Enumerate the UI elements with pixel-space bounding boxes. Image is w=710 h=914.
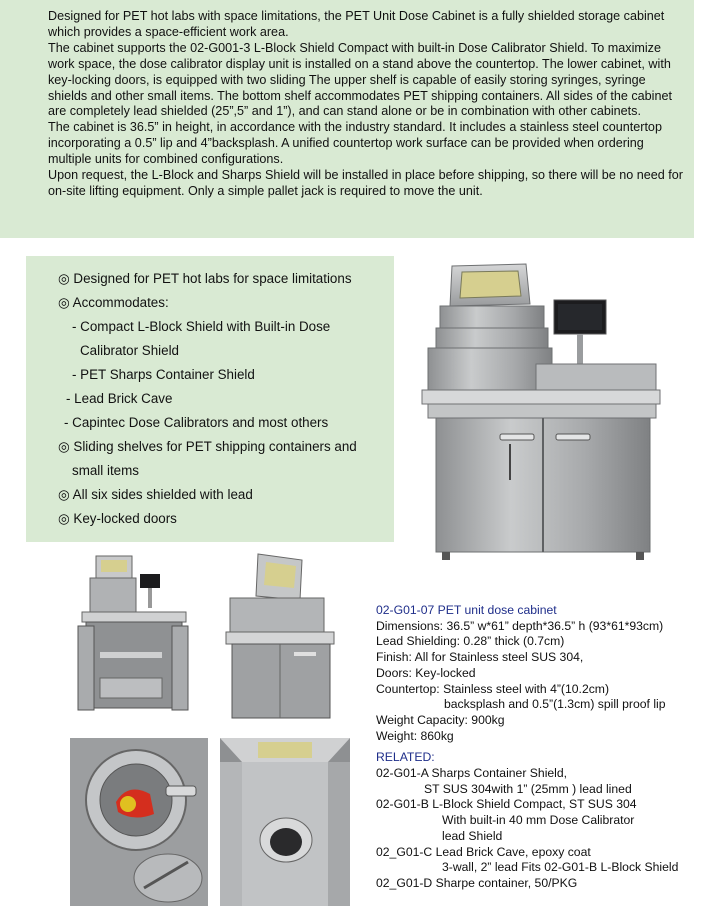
- spec-line: Weight Capacity: 900kg: [376, 712, 505, 727]
- feature-item: - PET Sharps Container Shield: [72, 367, 255, 382]
- feature-item: ◎ Sliding shelves for PET shipping containers and: [58, 439, 357, 454]
- feature-item: Calibrator Shield: [80, 343, 179, 358]
- intro-paragraph-4: Upon request, the L-Block and Sharps Shield will be installed in place before shipping, so there will be no need for on-site lifting equipment. Only a simple pallet jack is required to move the unit.: [48, 168, 683, 198]
- related-title: RELATED:: [376, 750, 435, 765]
- sharps-shield-photo: [70, 738, 208, 906]
- spec-title: 02-G01-07 PET unit dose cabinet: [376, 603, 557, 617]
- intro-paragraph-2: The cabinet supports the 02-G001-3 L-Block Shield Compact with built-in Dose Calibrator Shield. To maximize work space, the dose calibrator display unit is installed on a stand above the countertop. The lower cabinet, with key-locking doors, is equipped with two sliding The upper shelf is capable of easily storing syringes, syringe shields and other small items. The bottom shelf accommodates PET shipping containers. All sides of the cabinet are completely lead shielded (25”,5” and 1”), and can stand alone or be in combination with other cabinets.: [48, 40, 672, 119]
- cabinet-main-photo: [418, 258, 670, 564]
- feature-list: [26, 256, 394, 542]
- related-line: ST SUS 304with 1” (25mm ) lead lined: [424, 781, 632, 796]
- feature-item: small items: [72, 463, 139, 478]
- feature-item: ◎ Accommodates:: [58, 295, 169, 310]
- feature-item: - Capintec Dose Calibrators and most others: [64, 415, 329, 430]
- intro-description: [0, 0, 694, 238]
- spec-line: Doors: Key-locked: [376, 665, 476, 680]
- intro-paragraph-3: The cabinet is 36.5” in height, in accordance with the industry standard. It includes a stainless steel countertop incorporating a 0.5” lip and 4”backsplash. A unified countertop work surface can be provided when ordering multiple units for combined configurations.: [48, 120, 662, 167]
- related-line: With built-in 40 mm Dose Calibrator: [442, 813, 635, 828]
- spec-line: Finish: All for Stainless steel SUS 304,: [376, 650, 584, 665]
- related-line: lead Shield: [442, 828, 503, 843]
- feature-item: - Compact L-Block Shield with Built-in Dose: [72, 319, 331, 334]
- cabinet-angled-photo: [222, 552, 340, 722]
- cabinet-open-photo: [76, 552, 192, 718]
- feature-item: - Lead Brick Cave: [66, 391, 173, 406]
- feature-item: ◎ Designed for PET hot labs for space limitations: [58, 271, 352, 286]
- spec-line: Dimensions: 36.5” w*61” depth*36.5” h (93*61*93cm): [376, 618, 664, 633]
- product-specifications: [376, 603, 706, 892]
- related-line: 02-G01-B L-Block Shield Compact, ST SUS 304: [376, 797, 637, 812]
- spec-line: Lead Shielding: 0.28” thick (0.7cm): [376, 634, 565, 649]
- intro-paragraph-1: Designed for PET hot labs with space limitations, the PET Unit Dose Cabinet is a fully shielded storage cabinet which provides a space-efficient work area.: [48, 9, 665, 39]
- spec-line: Weight: 860kg: [376, 728, 454, 743]
- related-line: 02-G01-A Sharps Container Shield,: [376, 766, 568, 781]
- spec-line: Countertop: Stainless steel with 4”(10.2cm): [376, 681, 610, 696]
- related-line: 02_G01-D Sharpe container, 50/PKG: [376, 875, 578, 890]
- sharps-shield-interior-photo: [220, 738, 350, 906]
- feature-item: ◎ Key-locked doors: [58, 511, 177, 526]
- spec-line: backsplash and 0.5”(1.3cm) spill proof lip: [444, 697, 666, 712]
- feature-item: ◎ All six sides shielded with lead: [58, 487, 253, 502]
- related-line: 02_G01-C Lead Brick Cave, epoxy coat: [376, 844, 591, 859]
- related-line: 3-wall, 2” lead Fits 02-G01-B L-Block Shield: [442, 860, 679, 875]
